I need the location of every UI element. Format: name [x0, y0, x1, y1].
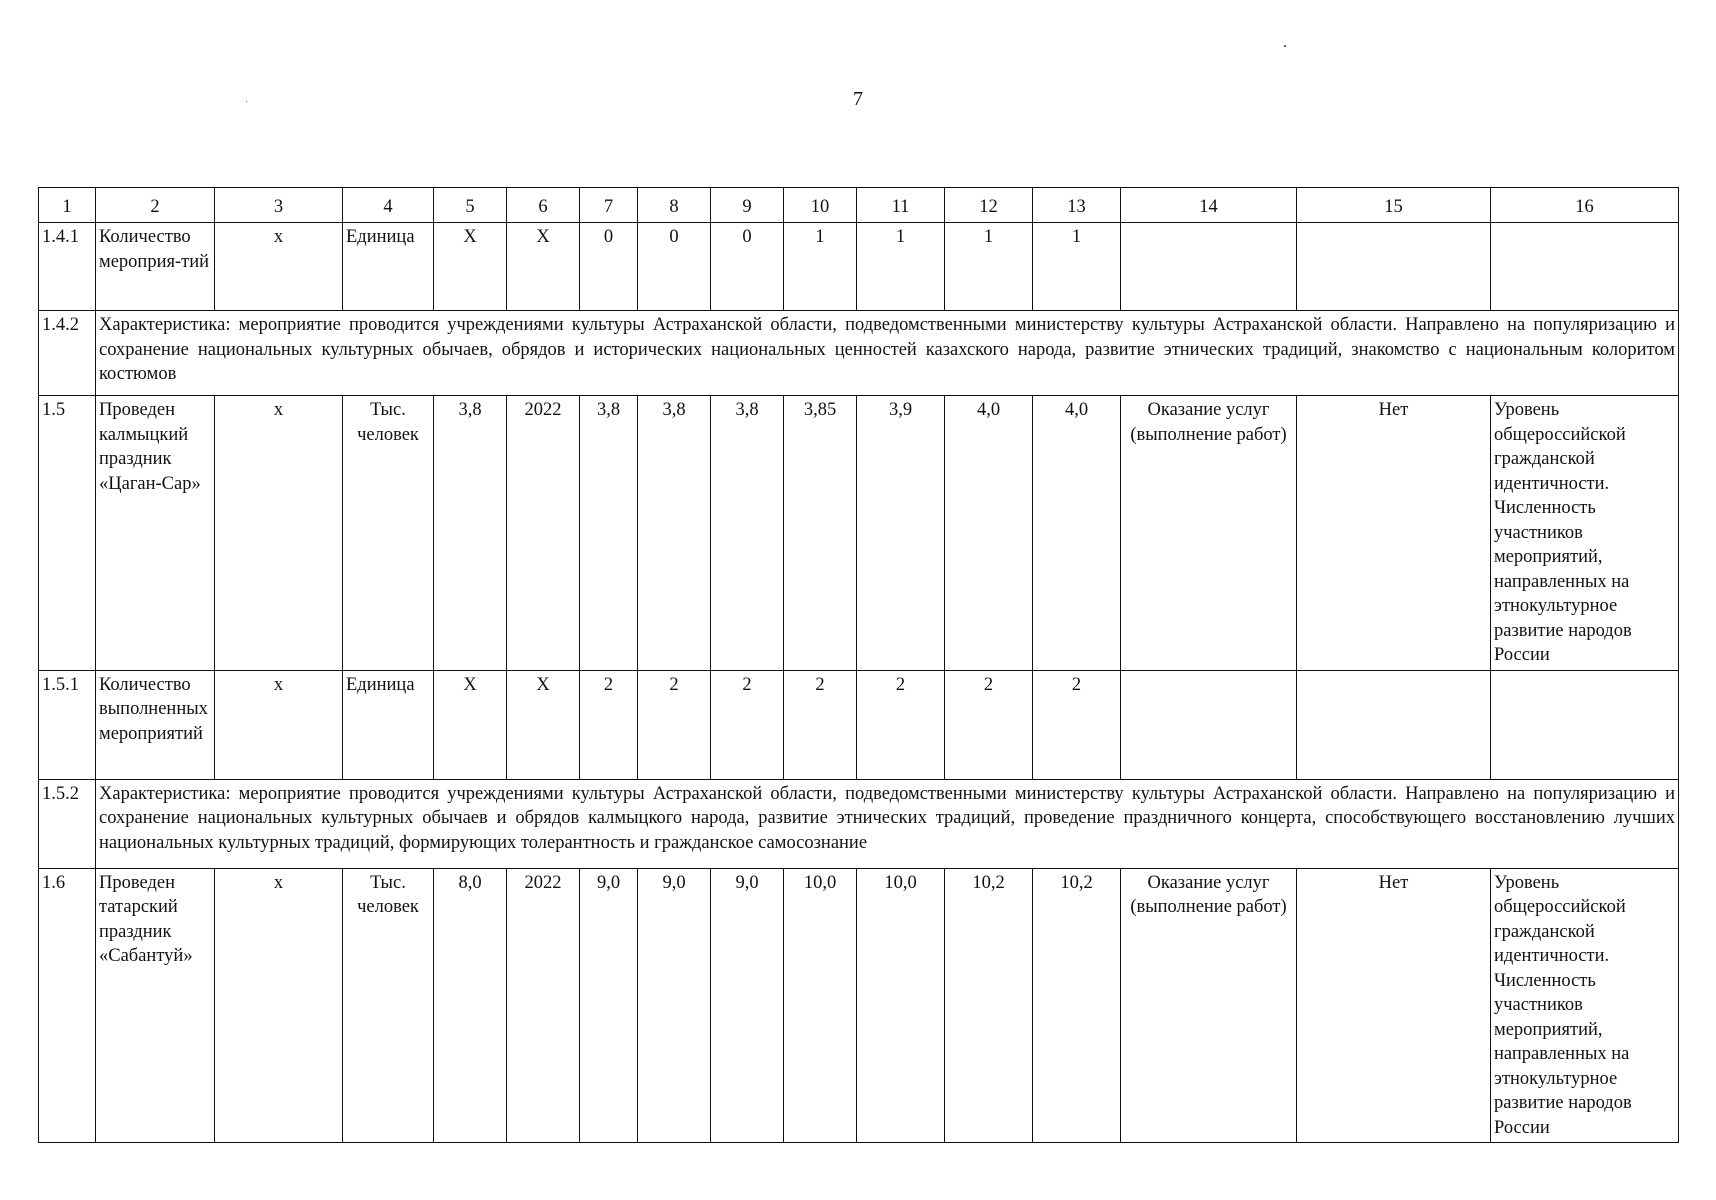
column-number: 2: [96, 188, 215, 223]
table-row: [39, 670, 1679, 779]
cell-value: 10,0: [784, 868, 857, 1143]
cell-value: 2: [857, 670, 945, 779]
table-row: [39, 779, 1679, 868]
cell-value: 10,2: [1033, 868, 1121, 1143]
linked-indicator: Уровень общероссийской гражданской идентичности. Численность участников мероприятий, направленных на этнокультурное развитие народов России: [1491, 868, 1679, 1143]
cell-value: 2: [945, 670, 1033, 779]
indicators-table: [38, 187, 1679, 1143]
column-number: 8: [638, 188, 711, 223]
cell-value: 2: [638, 670, 711, 779]
row-code: 1.5: [39, 396, 96, 671]
cell-value: х: [215, 223, 343, 311]
cell-value: 9,0: [580, 868, 638, 1143]
linked-indicator: [1491, 670, 1679, 779]
column-number: 11: [857, 188, 945, 223]
cell-value: 1: [945, 223, 1033, 311]
cell-value: 1: [784, 223, 857, 311]
cell-value: 0: [638, 223, 711, 311]
column-number: 13: [1033, 188, 1121, 223]
unit-of-measure: Тыс. человек: [343, 396, 434, 671]
cell-value: Х: [507, 670, 580, 779]
service-type: [1121, 223, 1297, 311]
table-row: [39, 311, 1679, 396]
cell-value: 2022: [507, 396, 580, 671]
cell-value: Х: [507, 223, 580, 311]
characteristic-text: Характеристика: мероприятие проводится учреждениями культуры Астраханской области, подведомственными министерству культуры Астраханской области. Направлено на популяризацию и сохранение национальных культурных обычаев и обрядов калмыцкого народа, развитие этнических традиций, проведение праздничного концерта, способствующего восстановлению лучших национальных культурных традиций, формирующих толерантность и гражданское самосознание: [96, 779, 1679, 868]
service-type: Оказание услуг (выполнение работ): [1121, 868, 1297, 1143]
row-code: 1.5.2: [39, 779, 96, 868]
cell-value: Х: [434, 670, 507, 779]
cell-value: 1: [857, 223, 945, 311]
cell-value: 2: [1033, 670, 1121, 779]
cell-value: 8,0: [434, 868, 507, 1143]
cell-value: х: [215, 868, 343, 1143]
table-header-row: [39, 188, 1679, 223]
cell-value: х: [215, 396, 343, 671]
cell-value: 10,2: [945, 868, 1033, 1143]
column-number: 7: [580, 188, 638, 223]
cell-value: 3,8: [434, 396, 507, 671]
cell-value: Нет: [1297, 868, 1491, 1143]
row-code: 1.4.2: [39, 311, 96, 396]
table-row: [39, 868, 1679, 1143]
cell-value: 2: [711, 670, 784, 779]
column-number: 14: [1121, 188, 1297, 223]
column-number: 6: [507, 188, 580, 223]
cell-value: 9,0: [711, 868, 784, 1143]
unit-of-measure: Единица: [343, 670, 434, 779]
scan-speck: [246, 101, 247, 102]
indicator-name: Проведен калмыцкий праздник «Цаган-Сар»: [96, 396, 215, 671]
cell-value: 4,0: [945, 396, 1033, 671]
cell-value: 3,8: [711, 396, 784, 671]
linked-indicator: [1491, 223, 1679, 311]
cell-value: 2: [784, 670, 857, 779]
column-number: 1: [39, 188, 96, 223]
cell-value: х: [215, 670, 343, 779]
column-number: 4: [343, 188, 434, 223]
cell-value: 3,9: [857, 396, 945, 671]
cell-value: 2022: [507, 868, 580, 1143]
unit-of-measure: Тыс. человек: [343, 868, 434, 1143]
column-number: 3: [215, 188, 343, 223]
column-number: 12: [945, 188, 1033, 223]
linked-indicator: Уровень общероссийской гражданской идентичности. Численность участников мероприятий, направленных на этнокультурное развитие народов России: [1491, 396, 1679, 671]
indicator-name: Количество выполненных мероприятий: [96, 670, 215, 779]
row-code: 1.4.1: [39, 223, 96, 311]
row-code: 1.5.1: [39, 670, 96, 779]
column-number: 16: [1491, 188, 1679, 223]
cell-value: Нет: [1297, 396, 1491, 671]
service-type: Оказание услуг (выполнение работ): [1121, 396, 1297, 671]
characteristic-text: Характеристика: мероприятие проводится учреждениями культуры Астраханской области, подведомственными министерству культуры Астраханской области. Направлено на популяризацию и сохранение национальных культурных обычаев, обрядов и исторических национальных ценностей казахского народа, развитие этнических традиций, знакомство с национальным колоритом костюмов: [96, 311, 1679, 396]
cell-value: 2: [580, 670, 638, 779]
cell-value: 3,8: [580, 396, 638, 671]
indicator-name: Количество мероприя-тий: [96, 223, 215, 311]
column-number: 9: [711, 188, 784, 223]
cell-value: 10,0: [857, 868, 945, 1143]
service-type: [1121, 670, 1297, 779]
column-number: 10: [784, 188, 857, 223]
cell-value: 9,0: [638, 868, 711, 1143]
cell-value: [1297, 223, 1491, 311]
cell-value: 0: [580, 223, 638, 311]
cell-value: [1297, 670, 1491, 779]
indicator-name: Проведен татарский праздник «Сабантуй»: [96, 868, 215, 1143]
unit-of-measure: Единица: [343, 223, 434, 311]
column-number: 15: [1297, 188, 1491, 223]
cell-value: Х: [434, 223, 507, 311]
page-number: 7: [853, 88, 863, 110]
scan-speck: [1284, 45, 1286, 47]
cell-value: 3,85: [784, 396, 857, 671]
row-code: 1.6: [39, 868, 96, 1143]
cell-value: 3,8: [638, 396, 711, 671]
cell-value: 0: [711, 223, 784, 311]
column-number: 5: [434, 188, 507, 223]
cell-value: 4,0: [1033, 396, 1121, 671]
cell-value: 1: [1033, 223, 1121, 311]
table-row: [39, 223, 1679, 311]
table-row: [39, 396, 1679, 671]
